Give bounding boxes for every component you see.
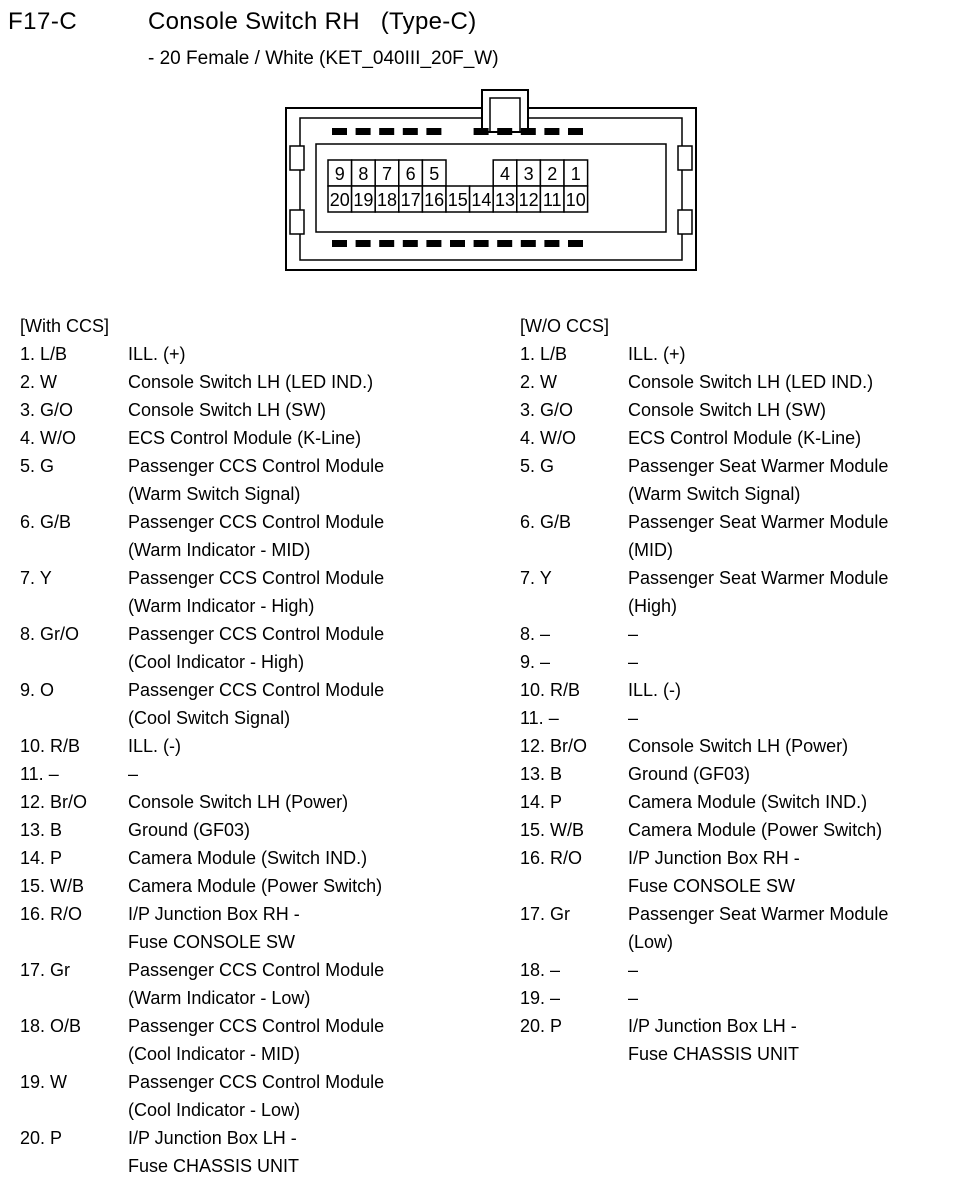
wo-ccs-row: [520, 564, 960, 620]
pin-description: [628, 676, 960, 704]
terminal-latch-bottom: [544, 240, 559, 247]
pin-description: [628, 760, 960, 788]
wo-ccs-row: [520, 676, 960, 704]
pin-description-line: Passenger CCS Control Module: [128, 568, 385, 588]
pin-description-line: Passenger Seat Warmer Module: [628, 456, 889, 476]
wo-ccs-row: [520, 424, 960, 452]
pin-description: [128, 368, 460, 396]
pin-number: 6: [405, 164, 416, 184]
wo-ccs-row: [520, 1012, 960, 1068]
pin-description-line: (Warm Switch Signal): [628, 484, 801, 504]
wo-ccs-row: [520, 704, 960, 732]
pin-description-line: (Cool Indicator - MID): [128, 1044, 301, 1064]
pin-wire-label: 20. P: [520, 1016, 563, 1036]
pin-number: 5: [429, 164, 440, 184]
pin-description-line: Fuse CHASSIS UNIT: [628, 1044, 800, 1064]
terminal-latch-bottom: [379, 240, 394, 247]
pin-description: [128, 844, 460, 872]
wo-ccs-row: [520, 340, 960, 368]
pin-description-line: ECS Control Module (K-Line): [628, 428, 862, 448]
pin-description-line: –: [628, 624, 639, 644]
with-ccs-row: [20, 788, 460, 816]
terminal-latch-top: [544, 128, 559, 135]
pin-wire-label: 10. R/B: [520, 680, 581, 700]
pin-description-line: Camera Module (Power Switch): [128, 876, 383, 896]
pin-description-line: ILL. (+): [628, 344, 686, 364]
terminal-latch-top: [379, 128, 394, 135]
pin-wire-label: 6. G/B: [20, 512, 72, 532]
pin-description: [628, 900, 960, 956]
pin-description-line: Passenger Seat Warmer Module: [628, 512, 889, 532]
pin-number: 3: [523, 164, 534, 184]
wo-ccs-row: [520, 984, 960, 1012]
pin-description-line: (Low): [628, 932, 674, 952]
wo-ccs-row: [520, 956, 960, 984]
pin-number: 4: [499, 164, 511, 184]
with-ccs-row: [20, 760, 460, 788]
pin-number: 13: [494, 190, 516, 210]
pin-description: [628, 620, 960, 648]
pin-wire-label: 4. W/O: [20, 428, 77, 448]
pin-wire-label: 2. W: [20, 372, 58, 392]
pin-wire-label: 17. Gr: [20, 960, 71, 980]
with-ccs-row: [20, 1012, 460, 1068]
pin-description-line: Fuse CONSOLE SW: [628, 876, 796, 896]
pin-description-line: (Warm Indicator - Low): [128, 988, 311, 1008]
with-ccs-row: [20, 564, 460, 620]
terminal-latch-top: [332, 128, 347, 135]
pin-wire-label: 7. Y: [20, 568, 52, 588]
pin-description-line: ECS Control Module (K-Line): [128, 428, 362, 448]
pin-description-line: Ground (GF03): [128, 820, 251, 840]
with-ccs-row: [20, 368, 460, 396]
pin-number: 20: [329, 190, 350, 210]
pin-description-line: I/P Junction Box RH -: [628, 848, 800, 868]
terminal-latch-top: [426, 128, 441, 135]
left-notch-lower: [290, 210, 304, 234]
terminal-latch-bottom: [356, 240, 371, 247]
pin-number: 1: [570, 164, 581, 184]
pin-description: [128, 1068, 460, 1124]
with-ccs-row: [20, 732, 460, 760]
pin-number: 10: [565, 190, 586, 210]
pin-description-line: Console Switch LH (Power): [128, 792, 349, 812]
pin-description-line: Camera Module (Power Switch): [628, 820, 883, 840]
pin-wire-label: 8. –: [520, 624, 551, 644]
terminal-latch-top: [403, 128, 418, 135]
pin-description-line: –: [628, 988, 639, 1008]
pin-wire-label: 2. W: [520, 372, 558, 392]
pin-description-line: Passenger CCS Control Module: [128, 960, 385, 980]
pin-description: [628, 648, 960, 676]
wo-ccs-row: [520, 452, 960, 508]
pin-description-line: (High): [628, 596, 678, 616]
wo-ccs-row: [520, 816, 960, 844]
pin-wire-label: 13. B: [520, 764, 563, 784]
pin-description-line: I/P Junction Box LH -: [128, 1128, 297, 1148]
terminal-latch-bottom: [497, 240, 512, 247]
pin-wire-label: 9. O: [20, 680, 55, 700]
pin-number: 7: [381, 164, 393, 184]
wo-ccs-row: [520, 396, 960, 424]
with-ccs-row: [20, 1124, 460, 1180]
pin-description: [628, 816, 960, 844]
pin-description: [128, 620, 460, 676]
pin-description: [128, 816, 460, 844]
pin-number: 18: [376, 190, 398, 210]
pin-description-line: Fuse CONSOLE SW: [128, 932, 296, 952]
terminal-latch-bottom: [450, 240, 465, 247]
pin-description-line: (MID): [628, 540, 673, 560]
pin-description: [628, 396, 960, 424]
pin-description: [628, 788, 960, 816]
pin-description-line: Passenger Seat Warmer Module: [628, 568, 889, 588]
pin-description: [628, 704, 960, 732]
pin-description-line: Console Switch LH (SW): [128, 400, 327, 420]
with-ccs-row: [20, 1068, 460, 1124]
pin-description-line: Ground (GF03): [628, 764, 751, 784]
pin-wire-label: 3. G/O: [20, 400, 74, 420]
with-ccs-row: [20, 900, 460, 956]
pin-wire-label: 4. W/O: [520, 428, 577, 448]
pin-description: [128, 1012, 460, 1068]
pin-description: [628, 844, 960, 900]
pin-description: [128, 1124, 460, 1180]
pin-wire-label: 9. –: [520, 652, 551, 672]
pin-description-line: Console Switch LH (Power): [628, 736, 849, 756]
pin-wire-label: 15. W/B: [520, 820, 585, 840]
with-ccs-row: [20, 844, 460, 872]
terminal-latch-top: [568, 128, 583, 135]
pin-description: [128, 452, 460, 508]
connector-diagram: [276, 88, 706, 280]
with-ccs-pinout: [20, 312, 460, 1180]
with-ccs-row: [20, 508, 460, 564]
pin-number: 17: [400, 190, 421, 210]
with-ccs-row: [20, 956, 460, 1012]
pin-description-line: Passenger CCS Control Module: [128, 624, 385, 644]
pin-wire-label: 13. B: [20, 820, 63, 840]
pin-description: [128, 396, 460, 424]
pin-description: [628, 732, 960, 760]
pin-wire-label: 11. –: [520, 708, 559, 728]
pin-description: [128, 956, 460, 1012]
wo-ccs-row: [520, 508, 960, 564]
terminal-latch-top: [356, 128, 371, 135]
wo-ccs-row: [520, 788, 960, 816]
terminal-latch-top: [497, 128, 512, 135]
wo-ccs-row: [520, 620, 960, 648]
with-ccs-row: [20, 396, 460, 424]
left-notch: [290, 146, 304, 170]
pin-description: [128, 732, 460, 760]
with-ccs-row: [20, 872, 460, 900]
with-ccs-row: [20, 620, 460, 676]
pin-wire-label: 20. P: [20, 1128, 63, 1148]
pin-number: 8: [358, 164, 369, 184]
pin-description-line: Passenger CCS Control Module: [128, 456, 385, 476]
terminal-latch-bottom: [521, 240, 536, 247]
pin-description: [628, 340, 960, 368]
pin-description: [128, 900, 460, 956]
pin-wire-label: 5. G: [520, 456, 555, 476]
pin-description: [628, 564, 960, 620]
pin-description-line: –: [628, 960, 639, 980]
pin-description-line: Passenger CCS Control Module: [128, 1016, 385, 1036]
pin-description-line: Console Switch LH (SW): [628, 400, 827, 420]
with-ccs-row: [20, 816, 460, 844]
pin-description-line: Console Switch LH (LED IND.): [628, 372, 874, 392]
pin-description-line: Passenger Seat Warmer Module: [628, 904, 889, 924]
pin-wire-label: 17. Gr: [520, 904, 571, 924]
pin-description-line: Camera Module (Switch IND.): [628, 792, 868, 812]
connector-code: F17-C: [8, 8, 78, 35]
pin-description-line: Camera Module (Switch IND.): [128, 848, 368, 868]
pin-description-line: (Warm Indicator - High): [128, 596, 315, 616]
wo-ccs-row: [520, 732, 960, 760]
pin-wire-label: 15. W/B: [20, 876, 85, 896]
with-ccs-row: [20, 452, 460, 508]
pin-number: 9: [334, 164, 345, 184]
connector-subtitle: - 20 Female / White (KET_040III_20F_W): [148, 48, 499, 69]
pin-number: 12: [518, 190, 539, 210]
wo-ccs-row: [520, 648, 960, 676]
wo-ccs-row: [520, 844, 960, 900]
pin-wire-label: 6. G/B: [520, 512, 572, 532]
pin-description: [128, 760, 460, 788]
terminal-latch-top: [521, 128, 536, 135]
pin-description-line: (Warm Indicator - MID): [128, 540, 311, 560]
pin-wire-label: 18. –: [520, 960, 561, 980]
wo-ccs-pinout: [520, 312, 960, 1068]
pin-wire-label: 12. Br/O: [520, 736, 588, 756]
pin-description: [628, 452, 960, 508]
pin-description: [128, 872, 460, 900]
with-ccs-row: [20, 676, 460, 732]
pin-wire-label: 12. Br/O: [20, 792, 88, 812]
pin-description-line: Console Switch LH (LED IND.): [128, 372, 374, 392]
pin-description: [128, 508, 460, 564]
pin-description-line: ILL. (-): [628, 680, 682, 700]
pin-description-line: –: [128, 764, 139, 784]
pin-wire-label: 11. –: [20, 764, 59, 784]
pin-description: [628, 984, 960, 1012]
connector-title: Console Switch RH (Type-C): [148, 8, 477, 35]
pin-description: [628, 508, 960, 564]
with-ccs-row: [20, 340, 460, 368]
pin-wire-label: 7. Y: [520, 568, 552, 588]
pin-description-line: (Cool Indicator - Low): [128, 1100, 301, 1120]
pin-wire-label: 1. L/B: [520, 344, 568, 364]
pin-wire-label: 14. P: [520, 792, 563, 812]
pin-wire-label: 10. R/B: [20, 736, 81, 756]
pin-wire-label: 14. P: [20, 848, 63, 868]
pin-description-line: Fuse CHASSIS UNIT: [128, 1156, 300, 1176]
pin-description-line: (Cool Indicator - High): [128, 652, 305, 672]
pin-description: [628, 1012, 960, 1068]
pin-description-line: Passenger CCS Control Module: [128, 512, 385, 532]
pin-description-line: ILL. (+): [128, 344, 186, 364]
pin-description: [128, 424, 460, 452]
wo-ccs-row: [520, 900, 960, 956]
pin-description: [628, 424, 960, 452]
with-ccs-row: [20, 424, 460, 452]
pin-number: 15: [447, 190, 468, 210]
pin-description: [628, 956, 960, 984]
with-ccs-heading: [With CCS]: [20, 316, 110, 336]
pin-description-line: (Warm Switch Signal): [128, 484, 301, 504]
pin-description: [128, 788, 460, 816]
terminal-latch-bottom: [403, 240, 418, 247]
pin-wire-label: 5. G: [20, 456, 55, 476]
terminal-latch-bottom: [332, 240, 347, 247]
pin-description-line: –: [628, 708, 639, 728]
pin-description-line: I/P Junction Box LH -: [628, 1016, 797, 1036]
pin-description-line: Passenger CCS Control Module: [128, 680, 385, 700]
pin-number: 16: [424, 190, 445, 210]
terminal-latch-bottom: [568, 240, 583, 247]
terminal-latch-bottom: [426, 240, 441, 247]
pin-number: 14: [471, 190, 492, 210]
pin-description-line: ILL. (-): [128, 736, 182, 756]
pin-description-line: –: [628, 652, 639, 672]
pin-wire-label: 18. O/B: [20, 1016, 82, 1036]
wo-ccs-heading: [W/O CCS]: [520, 316, 609, 336]
pin-description: [628, 368, 960, 396]
terminal-latch-bottom: [474, 240, 489, 247]
pin-number: 11: [542, 190, 562, 210]
pin-description-line: Passenger CCS Control Module: [128, 1072, 385, 1092]
right-notch-lower: [678, 210, 692, 234]
pin-number: 2: [547, 164, 558, 184]
pin-description: [128, 564, 460, 620]
pin-description: [128, 676, 460, 732]
wo-ccs-row: [520, 760, 960, 788]
pin-wire-label: 1. L/B: [20, 344, 68, 364]
pin-wire-label: 8. Gr/O: [20, 624, 80, 644]
terminal-latch-top: [474, 128, 489, 135]
pin-wire-label: 19. –: [520, 988, 561, 1008]
pin-wire-label: 16. R/O: [20, 904, 83, 924]
right-notch: [678, 146, 692, 170]
pin-wire-label: 16. R/O: [520, 848, 583, 868]
pin-description: [128, 340, 460, 368]
pin-wire-label: 19. W: [20, 1072, 68, 1092]
locking-tab: [482, 90, 528, 132]
wo-ccs-row: [520, 368, 960, 396]
pin-wire-label: 3. G/O: [520, 400, 574, 420]
pin-description-line: I/P Junction Box RH -: [128, 904, 300, 924]
pin-description-line: (Cool Switch Signal): [128, 708, 291, 728]
pin-number: 19: [353, 190, 374, 210]
